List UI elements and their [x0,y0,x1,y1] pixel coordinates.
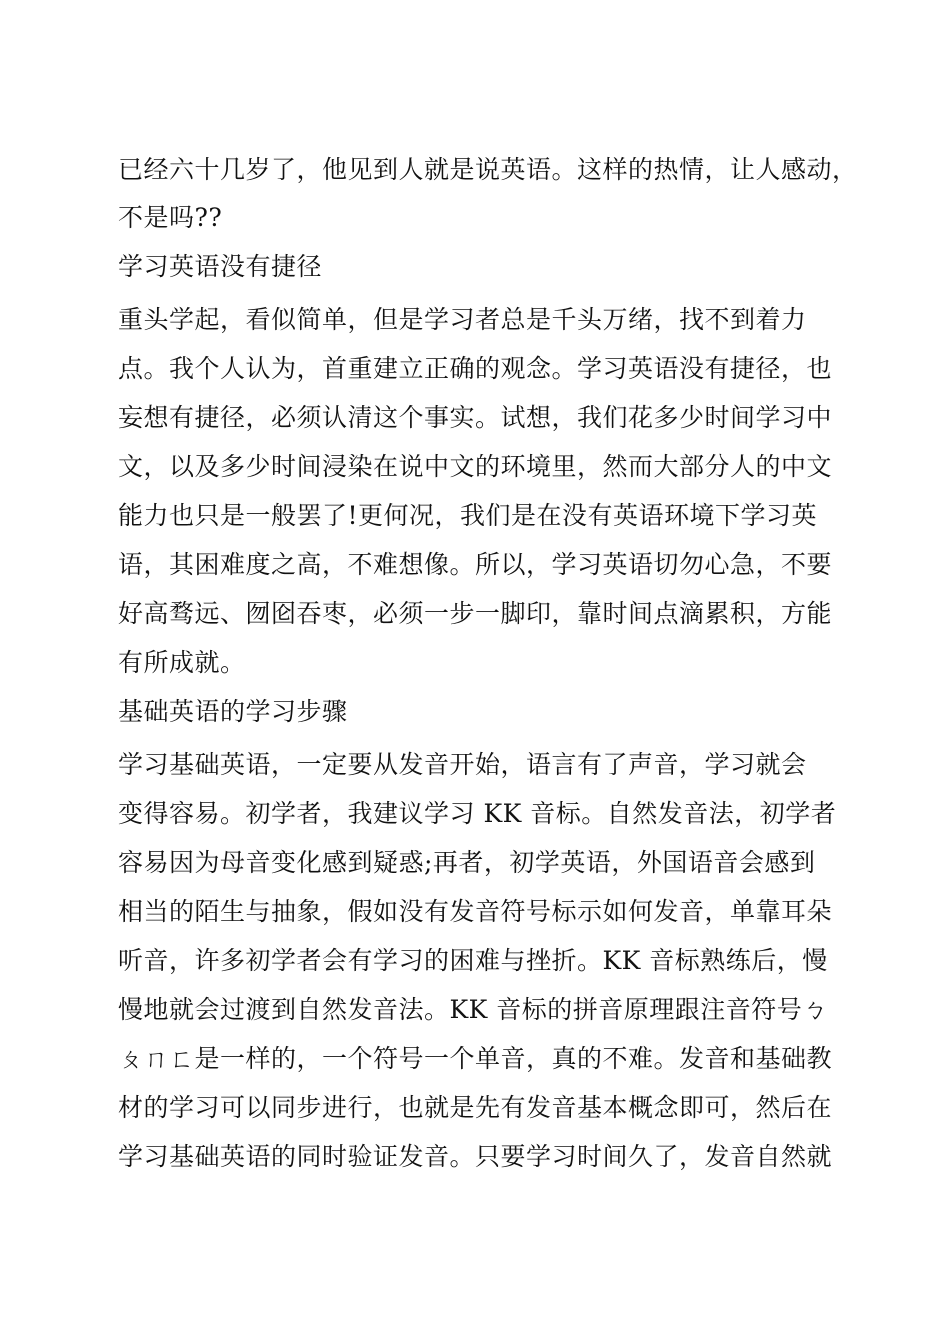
text-line: 好高骛远、囫囵吞枣，必须一步一脚印，靠时间点滴累积，方能 [118,599,833,628]
text-line: 点。我个人认为，首重建立正确的观念。学习英语没有捷径，也 [118,354,833,383]
section-heading: 学习英语没有捷径 [118,252,323,281]
text-line: 变得容易。初学者，我建议学习 KK 音标。自然发音法，初学者 [118,799,837,828]
text-line: ㄆㄇㄈ是一样的，一个符号一个单音，真的不难。发音和基础教 [118,1044,833,1073]
text-line: 听音，许多初学者会有学习的困难与挫折。KK 音标熟练后，慢 [118,946,828,975]
text-line: 已经六十几岁了，他见到人就是说英语。这样的热情，让人感动， [118,155,858,184]
text-line: 文，以及多少时间浸染在说中文的环境里，然而大部分人的中文 [118,452,833,481]
text-line: 能力也只是一般罢了!更何况，我们是在没有英语环境下学习英 [118,501,818,530]
section-heading: 基础英语的学习步骤 [118,697,348,726]
text-line: 学习基础英语的同时验证发音。只要学习时间久了，发音自然就 [118,1142,833,1171]
text-line: 语，其困难度之高，不难想像。所以，学习英语切勿心急，不要 [118,550,833,579]
text-line: 重头学起，看似简单，但是学习者总是千头万绪，找不到着力 [118,305,807,334]
text-line: 不是吗?? [118,203,223,232]
text-line: 有所成就。 [118,648,246,677]
text-line: 材的学习可以同步进行，也就是先有发音基本概念即可，然后在 [118,1093,833,1122]
text-line: 慢地就会过渡到自然发音法。KK 音标的拼音原理跟注音符号ㄅ [118,995,828,1024]
text-line: 相当的陌生与抽象，假如没有发音符号标示如何发音，单靠耳朵 [118,897,833,926]
text-line: 妄想有捷径，必须认清这个事实。试想，我们花多少时间学习中 [118,403,833,432]
text-line: 容易因为母音变化感到疑惑;再者，初学英语，外国语音会感到 [118,848,816,877]
text-line: 学习基础英语，一定要从发音开始，语言有了声音，学习就会 [118,750,807,779]
